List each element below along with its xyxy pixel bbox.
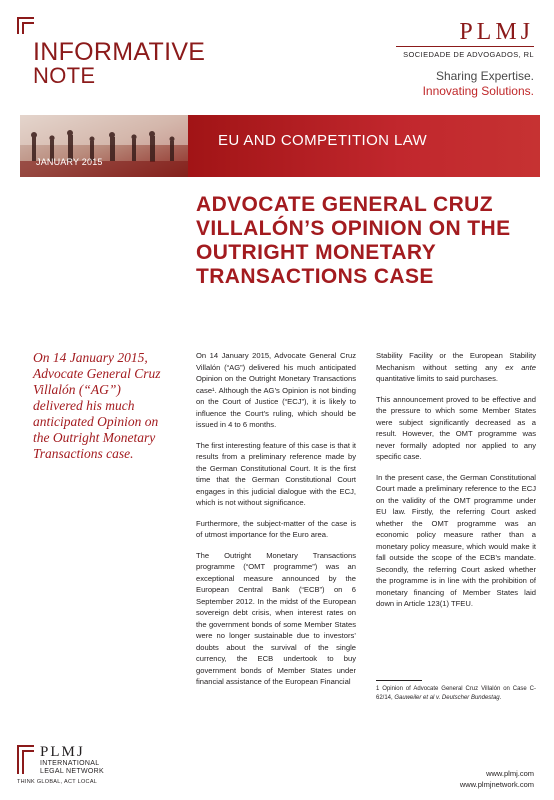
network-mark-icon — [17, 745, 35, 775]
text-run: Stability Facility or the European Stability Mechanism without setting any — [376, 351, 536, 372]
logo-divider — [396, 46, 534, 47]
body-paragraph: The Outright Monetary Transactions programme (“OMT programme”) was an exceptional measure announced by the European Central Bank (“ECB”) on 6 September 2012. In the midst of the European sovereign debt crisis, when interest rates on the government bonds of some Member States were no longer sustainable due to investors’ doubts about the survival of the single currency, the ECB undertook to buy government bonds of Member States under financial assistance of the European Financial — [196, 550, 356, 686]
network-slogan: THINK GLOBAL, ACT LOCAL — [17, 779, 98, 785]
footnote — [376, 685, 536, 702]
body-paragraph: In the present case, the German Constitutional Court made a preliminary reference to the ECJ on the validity of the OMT programme under EU law. Firstly, the referring Court asked whether the OMT programme was an economic policy measure rather than a monetary policy measure, which would make it fall outside the scope of the ECB’s mandate. Secondly, the referring Court asked whether the programme is in line with the prohibition of monetary financing of Member States laid down in Article 123(1) TFEU. — [376, 472, 536, 608]
corner-mark-icon — [17, 17, 35, 35]
plmj-logo — [396, 20, 534, 59]
footnote-divider — [376, 680, 422, 681]
body-paragraph: The first interesting feature of this case is that it results from a preliminary reference made by the German Constitutional Court. It is the first time that the German Constitutional Court engages in this judicial dialogue with the ECJ, which is not without significance. — [196, 440, 356, 507]
tagline — [423, 69, 534, 99]
title-line-1: INFORMATIVE — [33, 38, 206, 66]
tagline-line-2: Innovating Solutions. — [422, 84, 534, 98]
logo-subtitle: SOCIEDADE DE ADVOGADOS, RL — [403, 50, 534, 59]
section-banner — [20, 115, 540, 177]
banner-red-panel — [188, 115, 540, 177]
text-run: . — [499, 694, 502, 701]
body-paragraph: Furthermore, the subject-matter of the case is of utmost importance for the Euro area. — [196, 518, 356, 539]
article-title: ADVOCATE GENERAL CRUZ VILLALÓN’S OPINION ON THE OUTRIGHT MONETARY TRANSACTIONS CASE — [196, 193, 511, 288]
network-line-2: LEGAL NETWORK — [40, 768, 104, 775]
body-paragraph — [376, 350, 536, 385]
network-website-link[interactable]: www.plmjnetwork.com — [459, 780, 534, 789]
network-line-1: INTERNATIONAL — [40, 760, 100, 767]
note-date: JANUARY 2015 — [36, 157, 103, 167]
banner-photo-image — [20, 115, 188, 177]
network-logo-name: PLMJ — [40, 744, 85, 760]
text-run: 1 Opinion of Advocate General Cruz Villalón on Case C-62/14, — [376, 686, 536, 701]
footer-links — [460, 768, 534, 790]
tagline-line-1: Sharing Expertise. — [435, 69, 534, 83]
case-name: Gauweiler et al v. Deutscher Bundestag — [394, 694, 500, 701]
body-column-1 — [196, 350, 356, 697]
text-run: quantitative limits to said purchases. — [376, 374, 498, 383]
body-paragraph: On 14 January 2015, Advocate General Cruz Villalón (“AG”) delivered his much anticipated Opinion on the Outright Monetary Transactions case¹. Although the AG’s Opinion is not binding on the Court of Justice (“ECJ”), it is likely to influence the Court’s ruling, which should be issued in 4 to 6 months. — [196, 351, 356, 429]
practice-area-title: EU AND COMPETITION LAW — [218, 132, 428, 149]
title-line-2: NOTE — [33, 63, 96, 88]
informative-note-title — [33, 38, 206, 88]
network-logo — [17, 745, 127, 785]
body-column-2 — [376, 350, 536, 619]
logo-name: PLMJ — [459, 19, 534, 45]
website-link[interactable]: www.plmj.com — [486, 769, 534, 778]
italic-term: ex ante — [505, 362, 536, 372]
article-abstract: On 14 January 2015, Advocate General Cruz Villalón (“AG”) delivered his much anticipated Opinion on the Outright Monetary Transactions case. — [33, 350, 161, 461]
body-paragraph: This announcement proved to be effective and the pressure to which some Member States were subject significantly decreased as a result. However, the OMT programme was never formally adopted nor applied to any specific case. — [376, 394, 536, 461]
